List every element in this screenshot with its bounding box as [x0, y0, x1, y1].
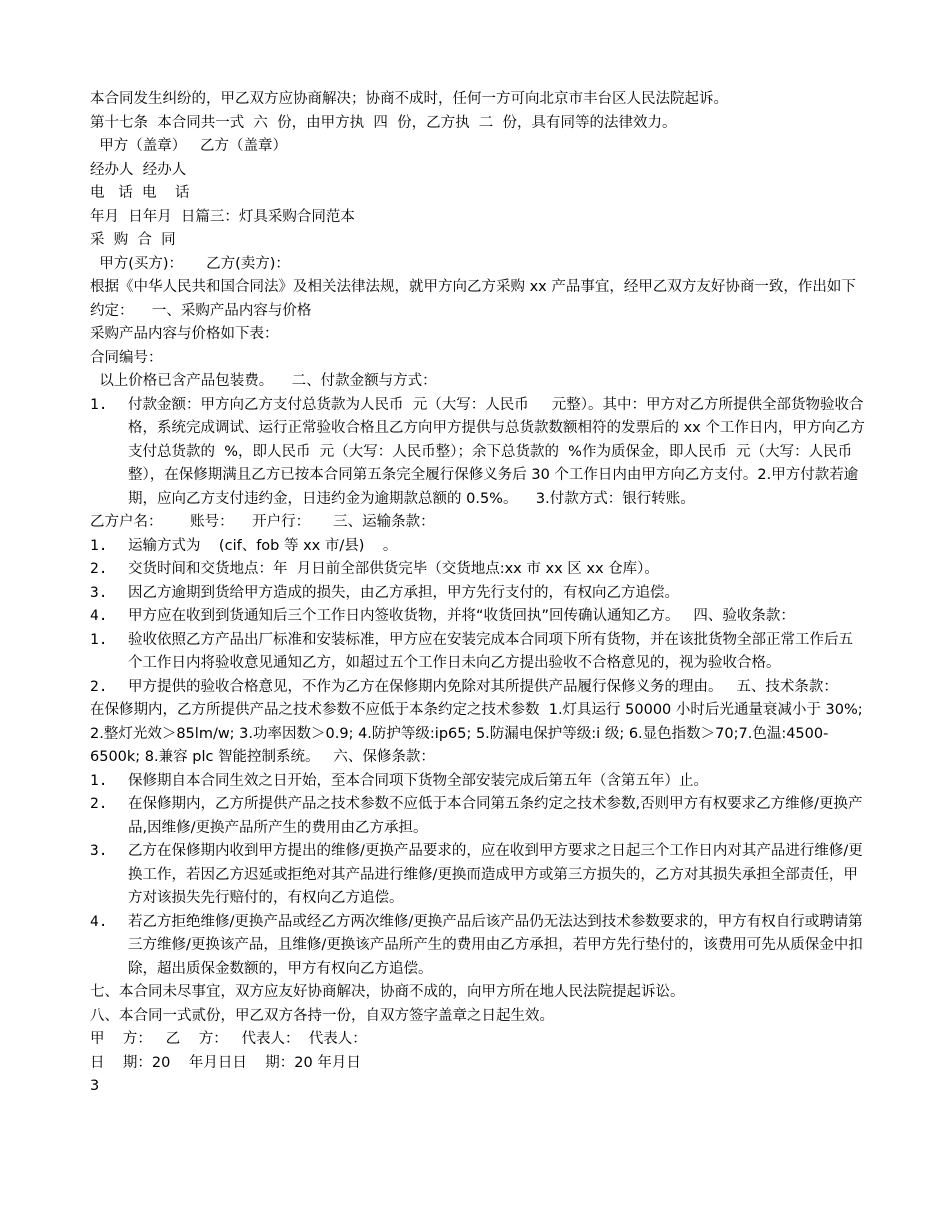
- item-number: 1.: [90, 537, 108, 554]
- article-8: 八、本合同一式贰份，甲乙双方各持一份，自双方签字盖章之日起生效。: [90, 1007, 554, 1024]
- list-item: [90, 793, 865, 840]
- list-item: [90, 840, 865, 911]
- top-section: [90, 88, 865, 394]
- item-number: 1.: [90, 631, 108, 648]
- item-number: 1.: [90, 396, 108, 413]
- signature-line: 甲 方： 乙 方： 代表人： 代表人：: [90, 1031, 367, 1047]
- list-item: [90, 911, 865, 982]
- contract-number: 合同编号：: [90, 349, 163, 366]
- list-item: [90, 676, 865, 700]
- item-number: 3.: [90, 843, 108, 859]
- item-text: 交货时间和交货地点：年 月日前全部供货完毕（交货地点:xx 市 xx 区 xx 仓库）。: [128, 561, 659, 577]
- item-text: 保修期自本合同生效之日开始，至本合同项下货物全部安装完成后第五年（含第五年）止。: [128, 772, 708, 789]
- packaging-note: 以上价格已含产品包装费。 二、付款金额与方式：: [90, 373, 437, 389]
- item-text: 付款金额：甲方向乙方支付总货款为人民币 元（大写：人民币 元整）。其中：甲方对乙方所提供全部货物验收合格，系统完成调试、运行正常验收合格且乙方向甲方提供与总货款数额相符的发票后的 xx 个工作日内，甲方向乙方支付总货款的 %，即人民币 元（大写：人民币整）；余下总货款的 %作为质保金，即人民币 元（大写：人民币 整），在保修期满且乙方已按本合同第五条完全履行保修义务后 30 个工作日内由甲方向乙方支付。2.甲方付款若逾期，应向乙方支付违约金，日违约金为逾期款总额的 0.5%。 3.付款方式：银行转账。: [128, 396, 876, 507]
- agent-line: 经办人 经办人: [90, 161, 187, 178]
- article-7: 七、本合同未尽事宜，双方应友好协商解决，协商不成的，向甲方所在地人民法院提起诉讼。: [90, 984, 685, 1000]
- item-number: 4.: [90, 608, 108, 624]
- item-text: 运输方式为 (cif、fob 等 xx 市/县) 。: [128, 537, 398, 554]
- list-item: [90, 582, 865, 606]
- list-item: [90, 629, 865, 676]
- item-number: 2.: [90, 561, 108, 577]
- date-line: 日 期：20 年月日日 期：20 年月日: [90, 1054, 361, 1071]
- list-item: [90, 770, 865, 794]
- technical-terms-paragraph: 在保修期内，乙方所提供产品之技术参数不应低于本条约定之技术参数 1.灯具运行 50000 小时后光通量衰减小于 30%; 2.整灯光效＞85lm/w; 3.功率因数＞0.9; 4.防护等级:ip65; 5.防漏电保护等级:i 级; 6.显色指数＞70;7.色温:4500-6500k; 8.兼容 plc 智能控制系统。 六、保修条款：: [90, 702, 868, 765]
- seal-line: 甲方（盖章） 乙方（盖章）: [90, 138, 288, 154]
- item-text: 因乙方逾期到货给甲方造成的损失，由乙方承担，甲方先行支付的，有权向乙方追偿。: [128, 584, 679, 601]
- dispute-clause: 本合同发生纠纷的，甲乙双方应协商解决；协商不成时，任何一方可向北京市丰台区人民法院起诉。: [90, 91, 728, 107]
- phone-line: 电 话 电 话: [90, 185, 190, 201]
- item-number: 2.: [90, 796, 108, 812]
- item-number: 1.: [90, 772, 108, 789]
- list-item: [90, 605, 865, 629]
- item-text: 若乙方拒绝维修/更换产品或经乙方两次维修/更换产品后该产品仍无法达到技术参数要求的，甲方有权自行或聘请第三方维修/更换该产品，且维修/更换该产品所产生的费用由乙方承担，若甲方先行垫付的，该费用可先从质保金中扣除，超出质保金数额的，甲方有权向乙方追偿。: [128, 913, 863, 977]
- parties-line: 甲方(买方)： 乙方(卖方)：: [90, 255, 290, 272]
- product-content-intro: 采购产品内容与价格如下表：: [90, 326, 279, 342]
- transport-list: [90, 535, 865, 629]
- contract-title: 采 购 合 同: [90, 232, 176, 248]
- page-number: 3: [90, 1078, 100, 1094]
- date-chapter-heading: 年月 日年月 日篇三：灯具采购合同范本: [90, 208, 355, 225]
- contract-page: [90, 88, 876, 1099]
- article-17: 第十七条 本合同共一式 六 份，由甲方执 四 份，乙方执 二 份，具有同等的法律效力。: [90, 114, 677, 131]
- payment-list: [90, 394, 876, 512]
- bank-info-line: 乙方户名： 账号： 开户行： 三、运输条款：: [90, 514, 435, 530]
- item-number: 3.: [90, 584, 108, 601]
- item-text: 验收依照乙方产品出厂标准和安装标准，甲方应在安装完成本合同项下所有货物，并在该批货物全部正常工作后五个工作日内将验收意见通知乙方，如超过五个工作日未向乙方提出验收不合格意见的，视为验收合格。: [128, 631, 853, 671]
- preamble: 根据《中华人民共和国合同法》及相关法律法规，就甲方向乙方采购 xx 产品事宜，经甲乙双方友好协商一致，作出如下约定： 一、采购产品内容与价格: [90, 279, 856, 319]
- item-number: 4.: [90, 913, 108, 930]
- closing-section: [90, 981, 865, 1099]
- item-number: 2.: [90, 678, 108, 695]
- acceptance-list: [90, 629, 865, 700]
- list-item: [90, 394, 876, 512]
- item-text: 甲方应在收到到货通知后三个工作日内签收货物，并将“收货回执”回传确认通知乙方。 四、验收条款：: [128, 608, 795, 624]
- list-item: [90, 535, 865, 559]
- list-item: [90, 558, 865, 582]
- item-text: 甲方提供的验收合格意见，不作为乙方在保修期内免除对其所提供产品履行保修义务的理由。 五、技术条款：: [128, 678, 838, 695]
- item-text: 乙方在保修期内收到甲方提出的维修/更换产品要求的，应在收到甲方要求之日起三个工作日内对其产品进行维修/更换工作，若因乙方迟延或拒绝对其产品进行维修/更换而造成甲方或第三方损失的，乙方对其损失承担全部责任，甲方对该损失先行赔付的，有权向乙方追偿。: [128, 843, 863, 906]
- warranty-list: [90, 770, 865, 982]
- item-text: 在保修期内，乙方所提供产品之技术参数不应低于本合同第五条约定之技术参数,否则甲方有权要求乙方维修/更换产品,因维修/更换产品所产生的费用由乙方承担。: [128, 796, 863, 836]
